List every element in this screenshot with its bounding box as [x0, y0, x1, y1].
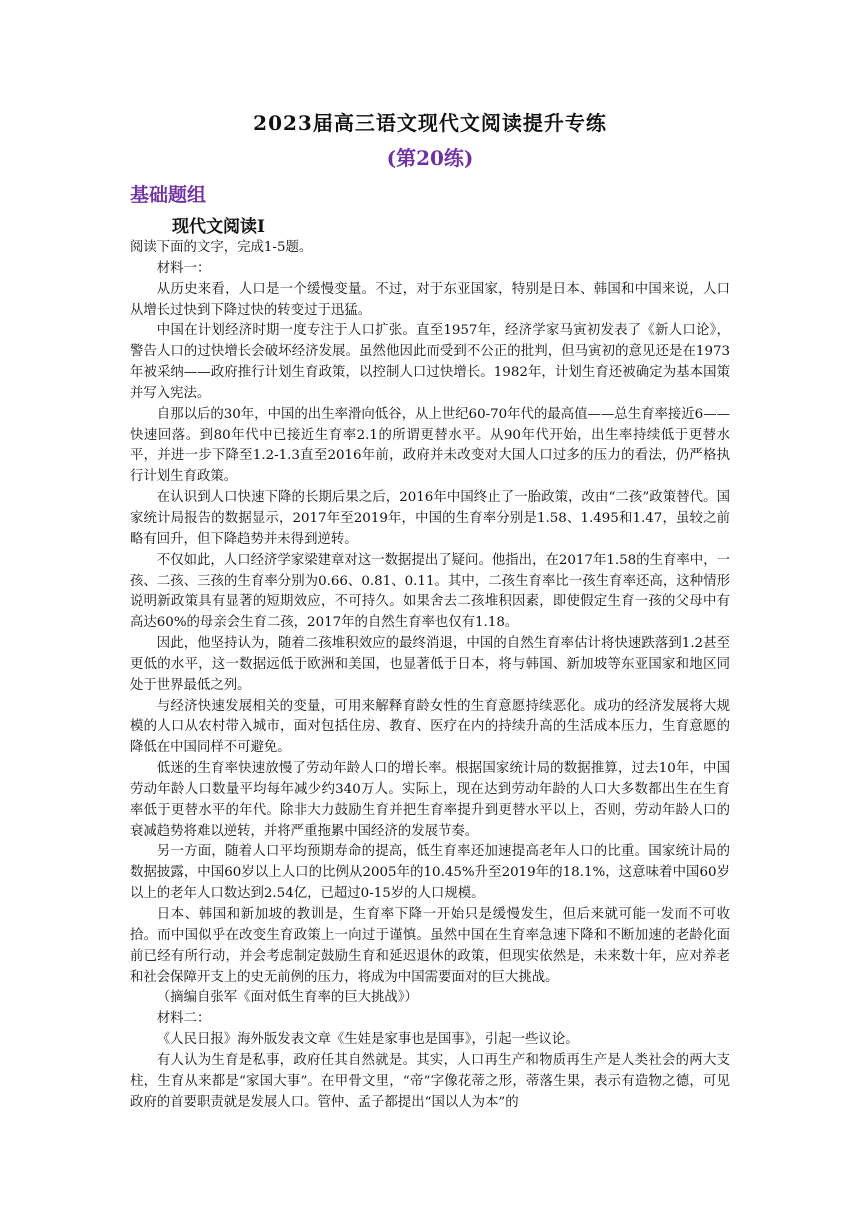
material-label: 材料二：: [156, 1011, 211, 1027]
subsection-heading: 现代文阅读Ⅰ: [172, 217, 265, 237]
paragraph: 自那以后的30年，中国的出生率滑向低谷，从上世纪60-70年代的最高值——总生育率接近6——快速回落。到80年代中已接近生育率2.1的所谓更替水平。从90年代开始，出生率持续低于更替水平，并进一步下降至1.2-1.3直至2016年前，政府并未改变对大国人口过多的压力的看法，仍严格执行计划生育政策。: [130, 406, 730, 485]
material-label: 材料一：: [156, 260, 211, 276]
paragraph: 在认识到人口快速下降的长期后果之后，2016年中国终止了一胎政策，改由“二孩”政策替代。国家统计局报告的数据显示，2017年至2019年，中国的生育率分别是1.58、1.495和1.47，虽较之前略有回升，但下降趋势并未得到逆转。: [130, 490, 730, 547]
paragraph: 低迷的生育率快速放慢了劳动年龄人口的增长率。根据国家统计局的数据推算，过去10年，中国劳动年龄人口数量平均每年减少约340万人。实际上，现在达到劳动年龄的人口大多数都出生在生育率低于更替水平的年代。除非大力鼓励生育并把生育率提升到更替水平以上，否则，劳动年龄人口的衰减趋势将难以逆转，并将严重拖累中国经济的发展节奏。: [130, 761, 730, 839]
source-citation: （摘编自张军《面对低生育率的巨大挑战》）: [156, 990, 418, 1006]
practice-number: (第20练): [386, 146, 474, 170]
paragraph: 不仅如此，人口经济学家梁建章对这一数据提出了疑问。他指出，在2017年1.58的生育率中，一孩、二孩、三孩的生育率分别为0.66、0.81、0.11。其中，二孩生育率比一孩生育率还高，这种情形说明新政策具有显著的短期效应，不可持久。如果舍去二孩堆积因素，即使假定生育一孩的父母中有高达60%的母亲会生育二孩，2017年的自然生育率也仅有1.18。: [130, 552, 730, 631]
page-title: 2023届高三语文现代文阅读提升专练: [253, 111, 607, 135]
section-heading: 基础题组: [130, 184, 207, 206]
paragraph: 从历史来看，人口是一个缓慢变量。不过，对于东亚国家，特别是日本、韩国和中国来说，人口从增长过快到下降过快的转变过于迅猛。: [130, 281, 730, 318]
passage-body: [130, 238, 730, 1113]
paragraph: 另一方面，随着人口平均预期寿命的提高，低生育率还加速提高老年人口的比重。国家统计局的数据披露，中国60岁以上人口的比例从2005年的10.45%升至2019年的18.1%，这意味着中国60岁以上的老年人口数达到2.54亿，已超过0-15岁的人口规模。: [130, 844, 730, 902]
instruction-line: 阅读下面的文字，完成1-5题。: [130, 240, 313, 255]
paragraph: 日本、韩国和新加坡的教训是，生育率下降一开始只是缓慢发生，但后来就可能一发而不可收拾。而中国似乎在改变生育政策上一向过于谨慎。虽然中国在生育率急速下降和不断加速的老龄化面前已经有所行动，并会考虑制定鼓励生育和延迟退休的政策，但现实依然是，未来数十年，应对养老和社会保障开支上的史无前例的压力，将成为中国需要面对的巨大挑战。: [130, 907, 730, 985]
paragraph: 与经济快速发展相关的变量，可用来解释育龄女性的生育意愿持续恶化。成功的经济发展将大规模的人口从农村带入城市，面对包括住房、教育、医疗在内的持续升高的生活成本压力，生育意愿的降低在中国同样不可避免。: [130, 698, 730, 756]
paragraph: 《人民日报》海外版发表文章《生娃是家事也是国事》，引起一些议论。: [156, 1032, 579, 1048]
paragraph: 中国在计划经济时期一度专注于人口扩张。直至1957年，经济学家马寅初发表了《新人口论》，警告人口的过快增长会破坏经济发展。虽然他因此而受到不公正的批判，但马寅初的意见还是在1973年被采纳——政府推行计划生育政策，以控制人口过快增长。1982年，计划生育还被确定为基本国策并写入宪法。: [130, 323, 730, 401]
paragraph: 有人认为生育是私事，政府任其自然就是。其实，人口再生产和物质再生产是人类社会的两大支柱，生育从来都是“家国大事”。在甲骨文里，“帝”字像花蒂之形，蒂落生果，表示有造物之德，可见政府的首要职责就是发展人口。管仲、孟子都提出“国以人为本”的: [130, 1052, 730, 1110]
paragraph: 因此，他坚持认为，随着二孩堆积效应的最终消退，中国的自然生育率估计将快速跌落到1.2甚至更低的水平，这一数据远低于欧洲和美国，也显著低于日本，将与韩国、新加坡等东亚国家和地区同处于世界最低之列。: [130, 636, 730, 693]
